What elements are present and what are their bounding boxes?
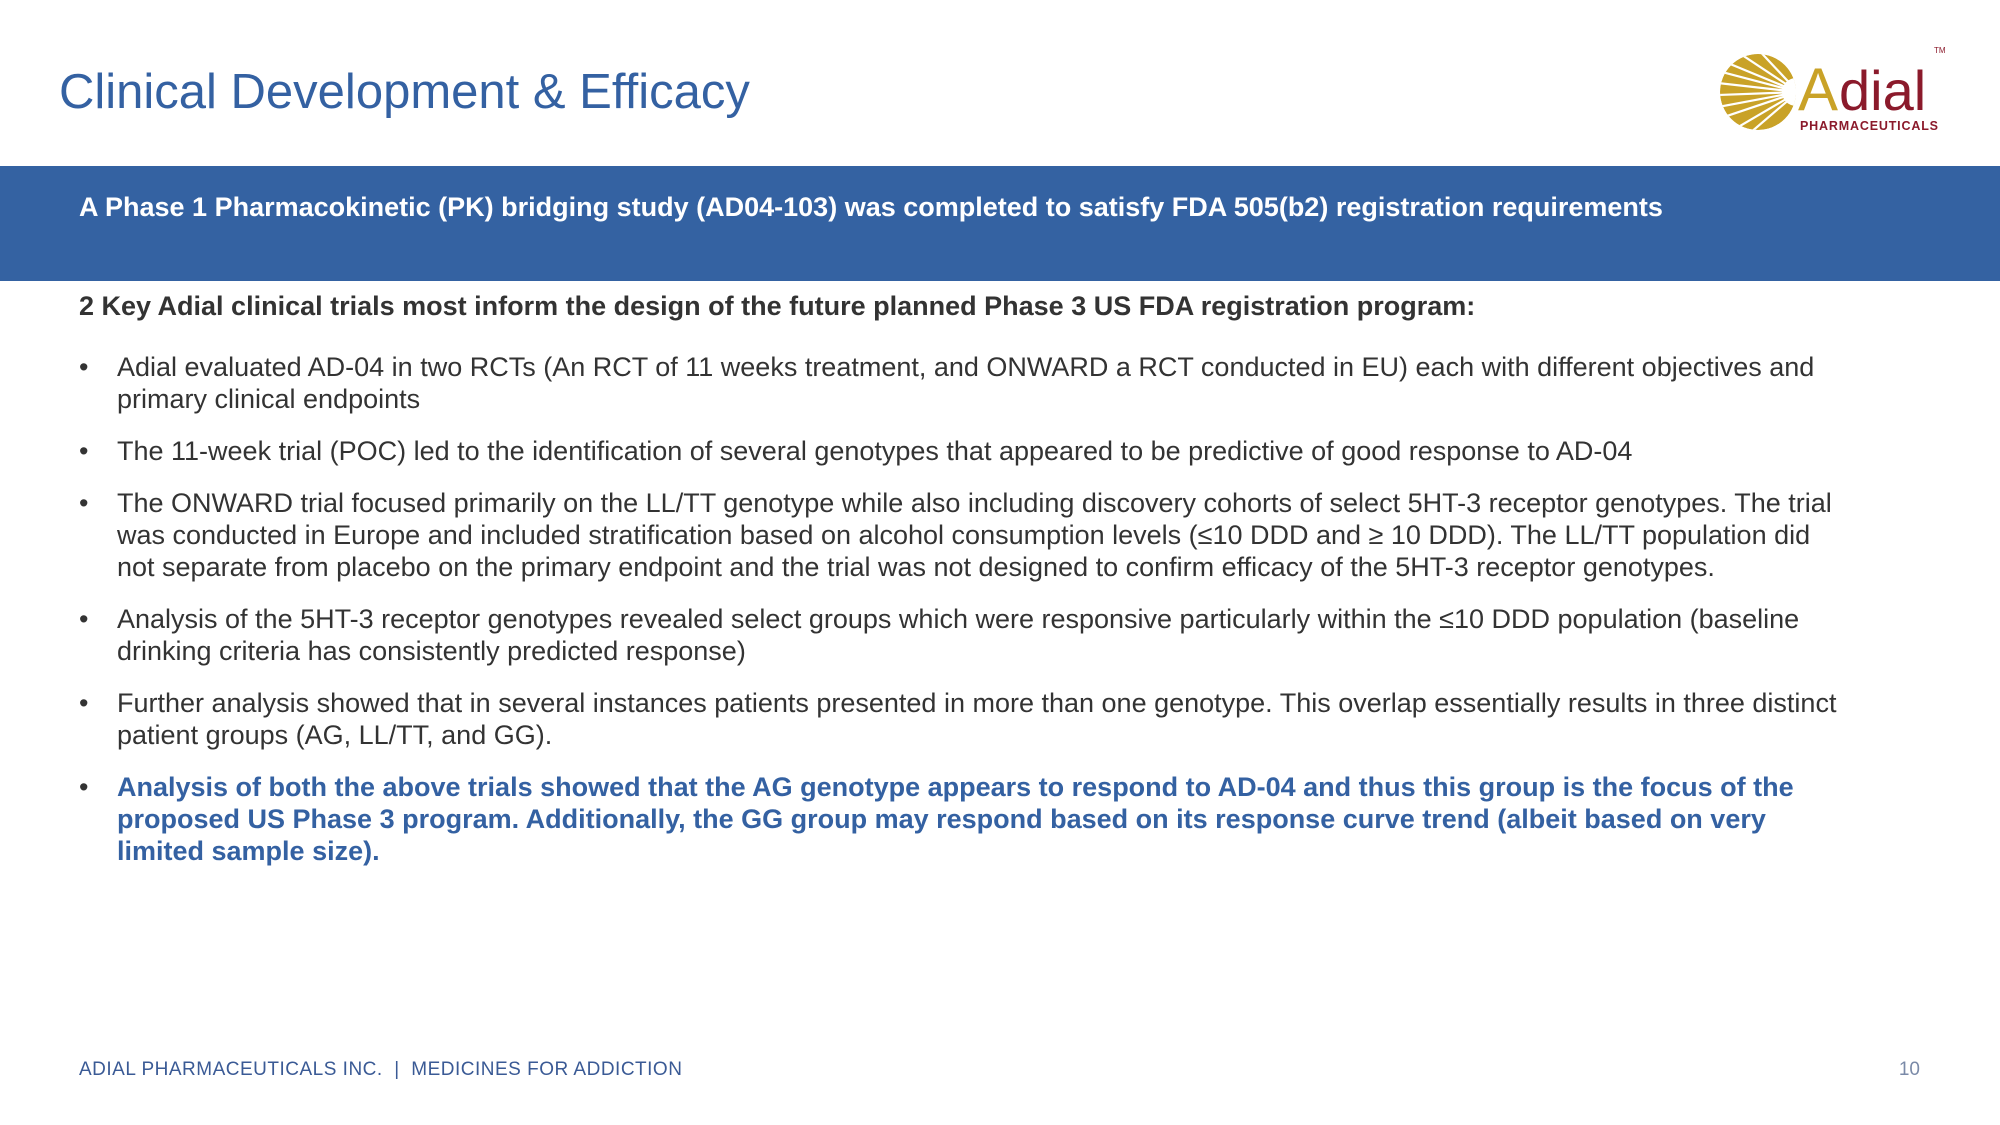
list-item-highlighted [79, 771, 1839, 867]
page-title: Clinical Development & Efficacy [59, 65, 750, 119]
highlight-banner [0, 166, 2000, 281]
list-item [79, 687, 1839, 751]
bullet-list [79, 351, 1839, 867]
page-number: 10 [1898, 1059, 1920, 1080]
list-item [79, 603, 1839, 667]
bullet-text: The ONWARD trial focused primarily on the LL/TT genotype while also including discovery cohorts of select 5HT-3 receptor genotypes. The trial was conducted in Europe and included stratification based on alcohol consumption levels (≤10 DDD and ≥ 10 DDD). The LL/TT population did not separate from placebo on the primary endpoint and the trial was not designed to confirm efficacy of the 5HT-3 receptor genotypes. [117, 488, 1832, 582]
slide-footer [79, 1058, 1920, 1082]
list-item [79, 351, 1839, 415]
bullet-text: Analysis of both the above trials showed that the AG genotype appears to respond to AD-04 and thus this group is the focus of the proposed US Phase 3 program. Additionally, the GG group may respond based on its response curve trend (albeit based on very limited sample size). [117, 772, 1794, 866]
bullet-text: Further analysis showed that in several instances patients presented in more than one genotype. This overlap essentially results in three distinct patient groups (AG, LL/TT, and GG). [117, 688, 1837, 750]
bullet-icon: • [79, 772, 89, 802]
bullet-text: Adial evaluated AD-04 in two RCTs (An RCT of 11 weeks treatment, and ONWARD a RCT conducted in EU) each with different objectives and primary clinical endpoints [117, 352, 1815, 414]
list-item [79, 487, 1839, 583]
banner-text: A Phase 1 Pharmacokinetic (PK) bridging study (AD04-103) was completed to satisfy FDA 505(b2) registration requirements [79, 192, 1663, 222]
svg-text:TM: TM [1934, 46, 1946, 55]
bullet-icon: • [79, 604, 89, 634]
slide-body [0, 281, 2000, 867]
bullet-icon: • [79, 352, 89, 382]
adial-logo [1718, 44, 1950, 136]
svg-text:PHARMACEUTICALS: PHARMACEUTICALS [1800, 119, 1938, 133]
slide-header [0, 0, 2000, 166]
logo-sunburst-icon [1718, 44, 1950, 136]
bullet-text: Analysis of the 5HT-3 receptor genotypes revealed select groups which were responsive particularly within the ≤10 DDD population (baseline drinking criteria has consistently predicted response) [117, 604, 1800, 666]
list-item [79, 435, 1839, 467]
svg-text:dial: dial [1839, 59, 1927, 122]
bullet-icon: • [79, 688, 89, 718]
bullet-icon: • [79, 436, 89, 466]
bullet-icon: • [79, 488, 89, 518]
footer-text: ADIAL PHARMACEUTICALS INC. | MEDICINES FOR ADDICTION [79, 1059, 683, 1080]
section-subheading: 2 Key Adial clinical trials most inform the design of the future planned Phase 3 US FDA registration program: [79, 291, 1476, 321]
bullet-text: The 11-week trial (POC) led to the identification of several genotypes that appeared to be predictive of good response to AD-04 [117, 436, 1633, 466]
svg-text:A: A [1798, 56, 1839, 123]
